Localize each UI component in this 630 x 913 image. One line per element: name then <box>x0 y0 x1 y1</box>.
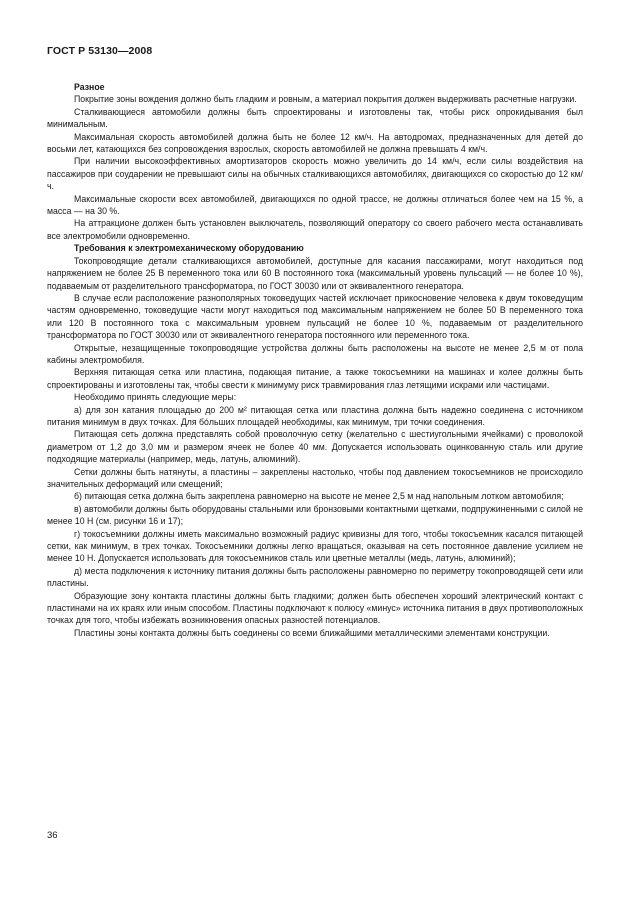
paragraph: Сталкивающиеся автомобили должны быть спроектированы и изготовлены так, чтобы риск опрокидывания был минимальным. <box>47 106 583 130</box>
paragraph: Открытые, незащищенные токопроводящие устройства должны быть расположены на высоте не менее 2,5 м от пола кабины электромобиля. <box>47 342 583 365</box>
section-heading: Требования к электромеханическому оборудованию <box>74 243 304 254</box>
paragraph: в) автомобили должны быть оборудованы стальными или бронзовыми контактными щетками, подпружиненными с силой не менее 10 Н (см. рисунки 16 и 17); <box>47 503 583 527</box>
paragraph: На аттракционе должен быть установлен выключатель, позволяющий оператору со своего рабочего места останавливать все электромобили одновременно. <box>47 218 583 241</box>
document-body <box>47 81 583 639</box>
paragraph: б) питающая сетка должна быть закреплена равномерно на высоте не менее 2,5 м над напольным лотком автомобиля; <box>74 491 564 502</box>
paragraph: д) места подключения к источнику питания должны быть расположены равномерно по периметру токопроводящей сети или пластины. <box>47 565 583 589</box>
document-header: ГОСТ Р 53130—2008 <box>47 45 153 57</box>
paragraph: Токопроводящие детали сталкивающихся автомобилей, доступные для касания пассажирами, могут находиться под напряжением не более 25 В переменного тока или 60 В постоянного тока (максимальный уровень пульсаций — не более 10 %), подаваемым от разделительного трансформатора, по ГОСТ 30030 или от эквивалентного генератора. <box>47 255 583 291</box>
paragraph: Сетки должны быть натянуты, а пластины – закреплены настолько, чтобы под давлением токосъемников не происходило значительных деформаций или смещений; <box>47 466 583 489</box>
paragraph: Максимальная скорость автомобилей должна быть не более 12 км/ч. На автодромах, предназначенных для детей до восьми лет, катающихся без сопровождения взрослых, скорость автомобилей не должна превышать 4 км/ч. <box>47 131 583 155</box>
paragraph: Покрытие зоны вождения должно быть гладким и ровным, а материал покрытия должен выдерживать расчетные нагрузки. <box>74 94 577 105</box>
paragraph: При наличии высокоэффективных амортизаторов скорость можно увеличить до 14 км/ч, если силы воздействия на пассажиров при соударении не превышают силы на обычных сталкивающихся автомобилях, двигающихся со скоростью до 12 км/ч. <box>47 156 583 192</box>
paragraph: Максимальные скорости всех автомобилей, двигающихся по одной трассе, не должны отличаться более чем на 15 %, а масса — на 30 %. <box>47 193 583 217</box>
paragraph: Необходимо принять следующие меры: <box>74 392 237 403</box>
paragraph: а) для зон катания площадью до 200 м² питающая сетка или пластина должна быть надежно соединена с источником питания минимум в двух точках. Для бóльших площадей необходимы, как минимум, три точки соединения. <box>47 404 583 427</box>
paragraph: Образующие зону контакта пластины должны быть гладкими; должен быть обеспечен хороший электрический контакт с пластинами на их краях или иным способом. Пластины подключают к полюсу «минус» источника питания в двух противоположных точках для того, чтобы избежать возникновения опасных разностей потенциалов. <box>47 590 583 626</box>
paragraph: В случае если расположение разнополярных токоведущих частей исключает прикосновение человека к двум токоведущим частям одновременно, токоведущие части могут находиться под максимальным напряжением не более 50 В переменного тока или 120 В постоянного тока с максимальным уровнем пульсаций не более 10 %, подаваемым от разделительного трансформатора по ГОСТ 30030 или от эквивалентного генератора постоянного или переменного тока. <box>47 292 583 341</box>
page-number: 36 <box>47 830 58 841</box>
paragraph: Питающая сеть должна представлять собой проволочную сетку (желательно с шестиугольными ячейками) с проволокой диаметром от 1,2 до 3,0 мм и размером ячеек не более 40 мм. Допускается использовать оцинкованную сталь или другие подходящие материалы (например, медь, латунь, алюминий). <box>47 429 583 465</box>
paragraph: Пластины зоны контакта должны быть соединены со всеми ближайшими металлическими элементами конструкции. <box>74 627 550 638</box>
paragraph: г) токосъемники должны иметь максимально возможный радиус кривизны для того, чтобы токосъемник касался питающей сетки, как минимум, в трех точках. Токосъемники должны легко вращаться, оказывая на сеть постоянное давление усилием не менее 10 Н. Допускается использовать для токосъемников сталь или цветные металлы (медь, латунь, алюминий); <box>47 528 583 564</box>
section-heading: Разное <box>74 82 105 92</box>
paragraph: Верхняя питающая сетка или пластина, подающая питание, а также токосъемники на машинах и колее должны быть спроектированы и изготовлены так, чтобы свести к минимуму риск травмирования глаз летящими искрами или частицами. <box>47 367 583 390</box>
